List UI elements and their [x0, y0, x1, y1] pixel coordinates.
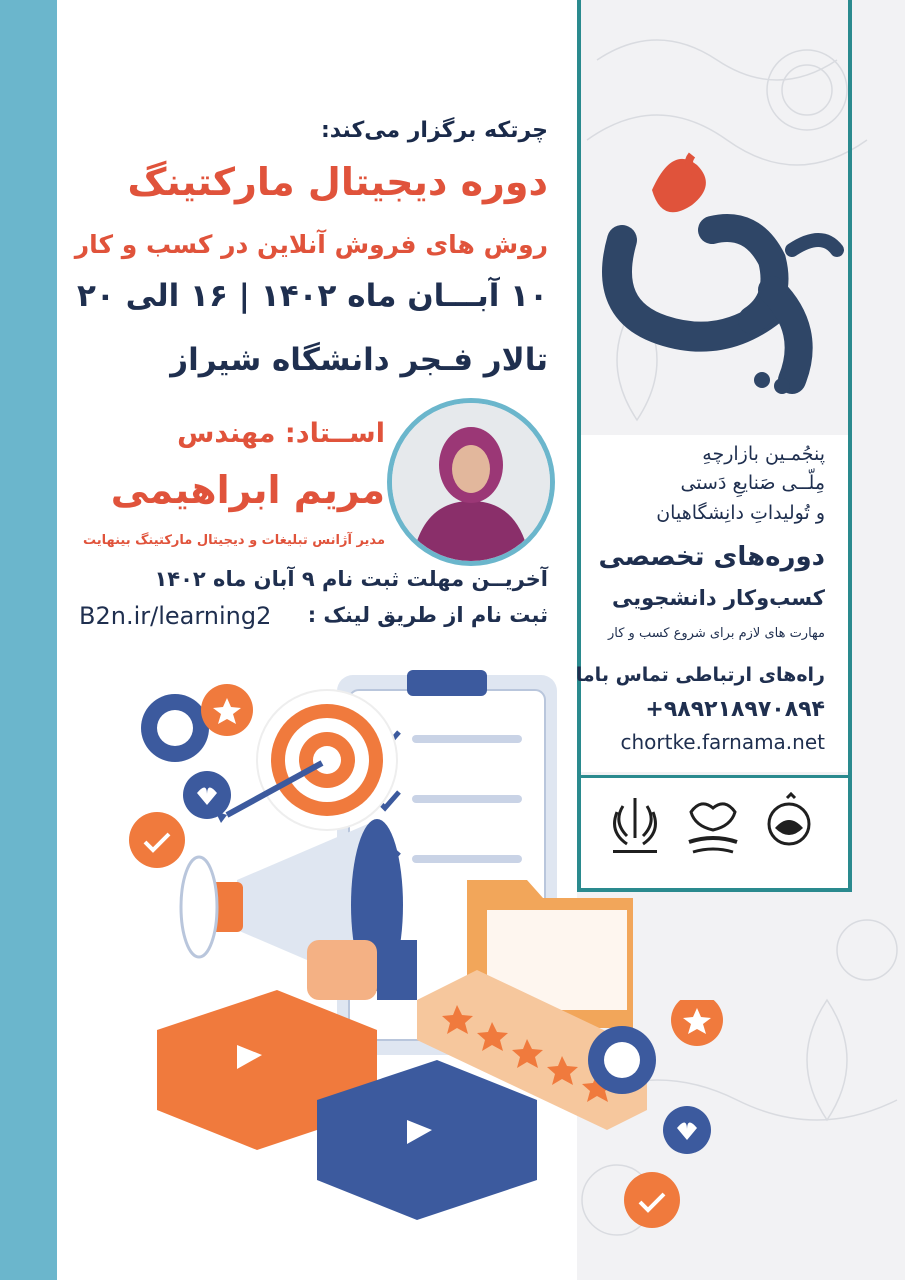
- floating-icons-right: [577, 1000, 757, 1260]
- chortke-logo-icon: [562, 130, 862, 400]
- teacher-label: اســتاد: مهندس: [177, 418, 385, 449]
- shiraz-university-logo-icon: [681, 792, 745, 862]
- course-subtitle: روش های فروش آنلاین در کسب و کار: [74, 230, 548, 259]
- teacher-photo: [387, 398, 555, 566]
- contact-website[interactable]: chortke.farnama.net: [620, 730, 825, 754]
- date-line: ۱۰ آبـــان ماه ۱۴۰۲ | ۱۶ الی ۲۰: [76, 278, 548, 314]
- festival-line-2: مِلّــی صَنایعِ دَستی: [680, 472, 825, 494]
- teacher-role: مدیر آژانس تبلیغات و دیجیتال مارکتینگ بینهایت: [82, 533, 385, 548]
- special-courses-subtitle: کسب‌وکار دانشجویی: [611, 586, 825, 610]
- cultural-deputy-logo-icon: [757, 792, 821, 862]
- festival-line-1: پنجُمـین بازارچهِ: [702, 443, 825, 465]
- contact-phone[interactable]: +۹۸۹۲۱۸۹۷۰۸۹۴: [645, 697, 825, 722]
- poster: [57, 0, 905, 1280]
- left-color-strip: [0, 0, 57, 1280]
- course-title: دوره دیجیتال مارکتینگ: [127, 160, 548, 204]
- registration-deadline: آخریــن مهلت ثبت نام ۹ آبان ماه ۱۴۰۲: [154, 567, 548, 591]
- skills-note: مهارت های لازم برای شروع کسب و کار: [607, 626, 825, 641]
- marketing-illustration: [87, 650, 647, 1250]
- registration-label: ثبت نام از طریق لینک :: [307, 603, 548, 627]
- venue: تالار فـجر دانشگاه شیراز: [170, 342, 548, 378]
- festival-line-3: و تُولیداتِ دانِشگاهیان: [656, 502, 825, 524]
- teacher-name: مریم ابراهیمی: [110, 468, 385, 512]
- contact-title: راه‌های ارتباطی تماس باما: [575, 664, 825, 686]
- presenter-line: چرتکه برگزار می‌کند:: [320, 118, 548, 143]
- registration-link[interactable]: B2n.ir/learning2: [79, 602, 272, 630]
- special-courses-title: دوره‌های تخصصی: [598, 542, 825, 572]
